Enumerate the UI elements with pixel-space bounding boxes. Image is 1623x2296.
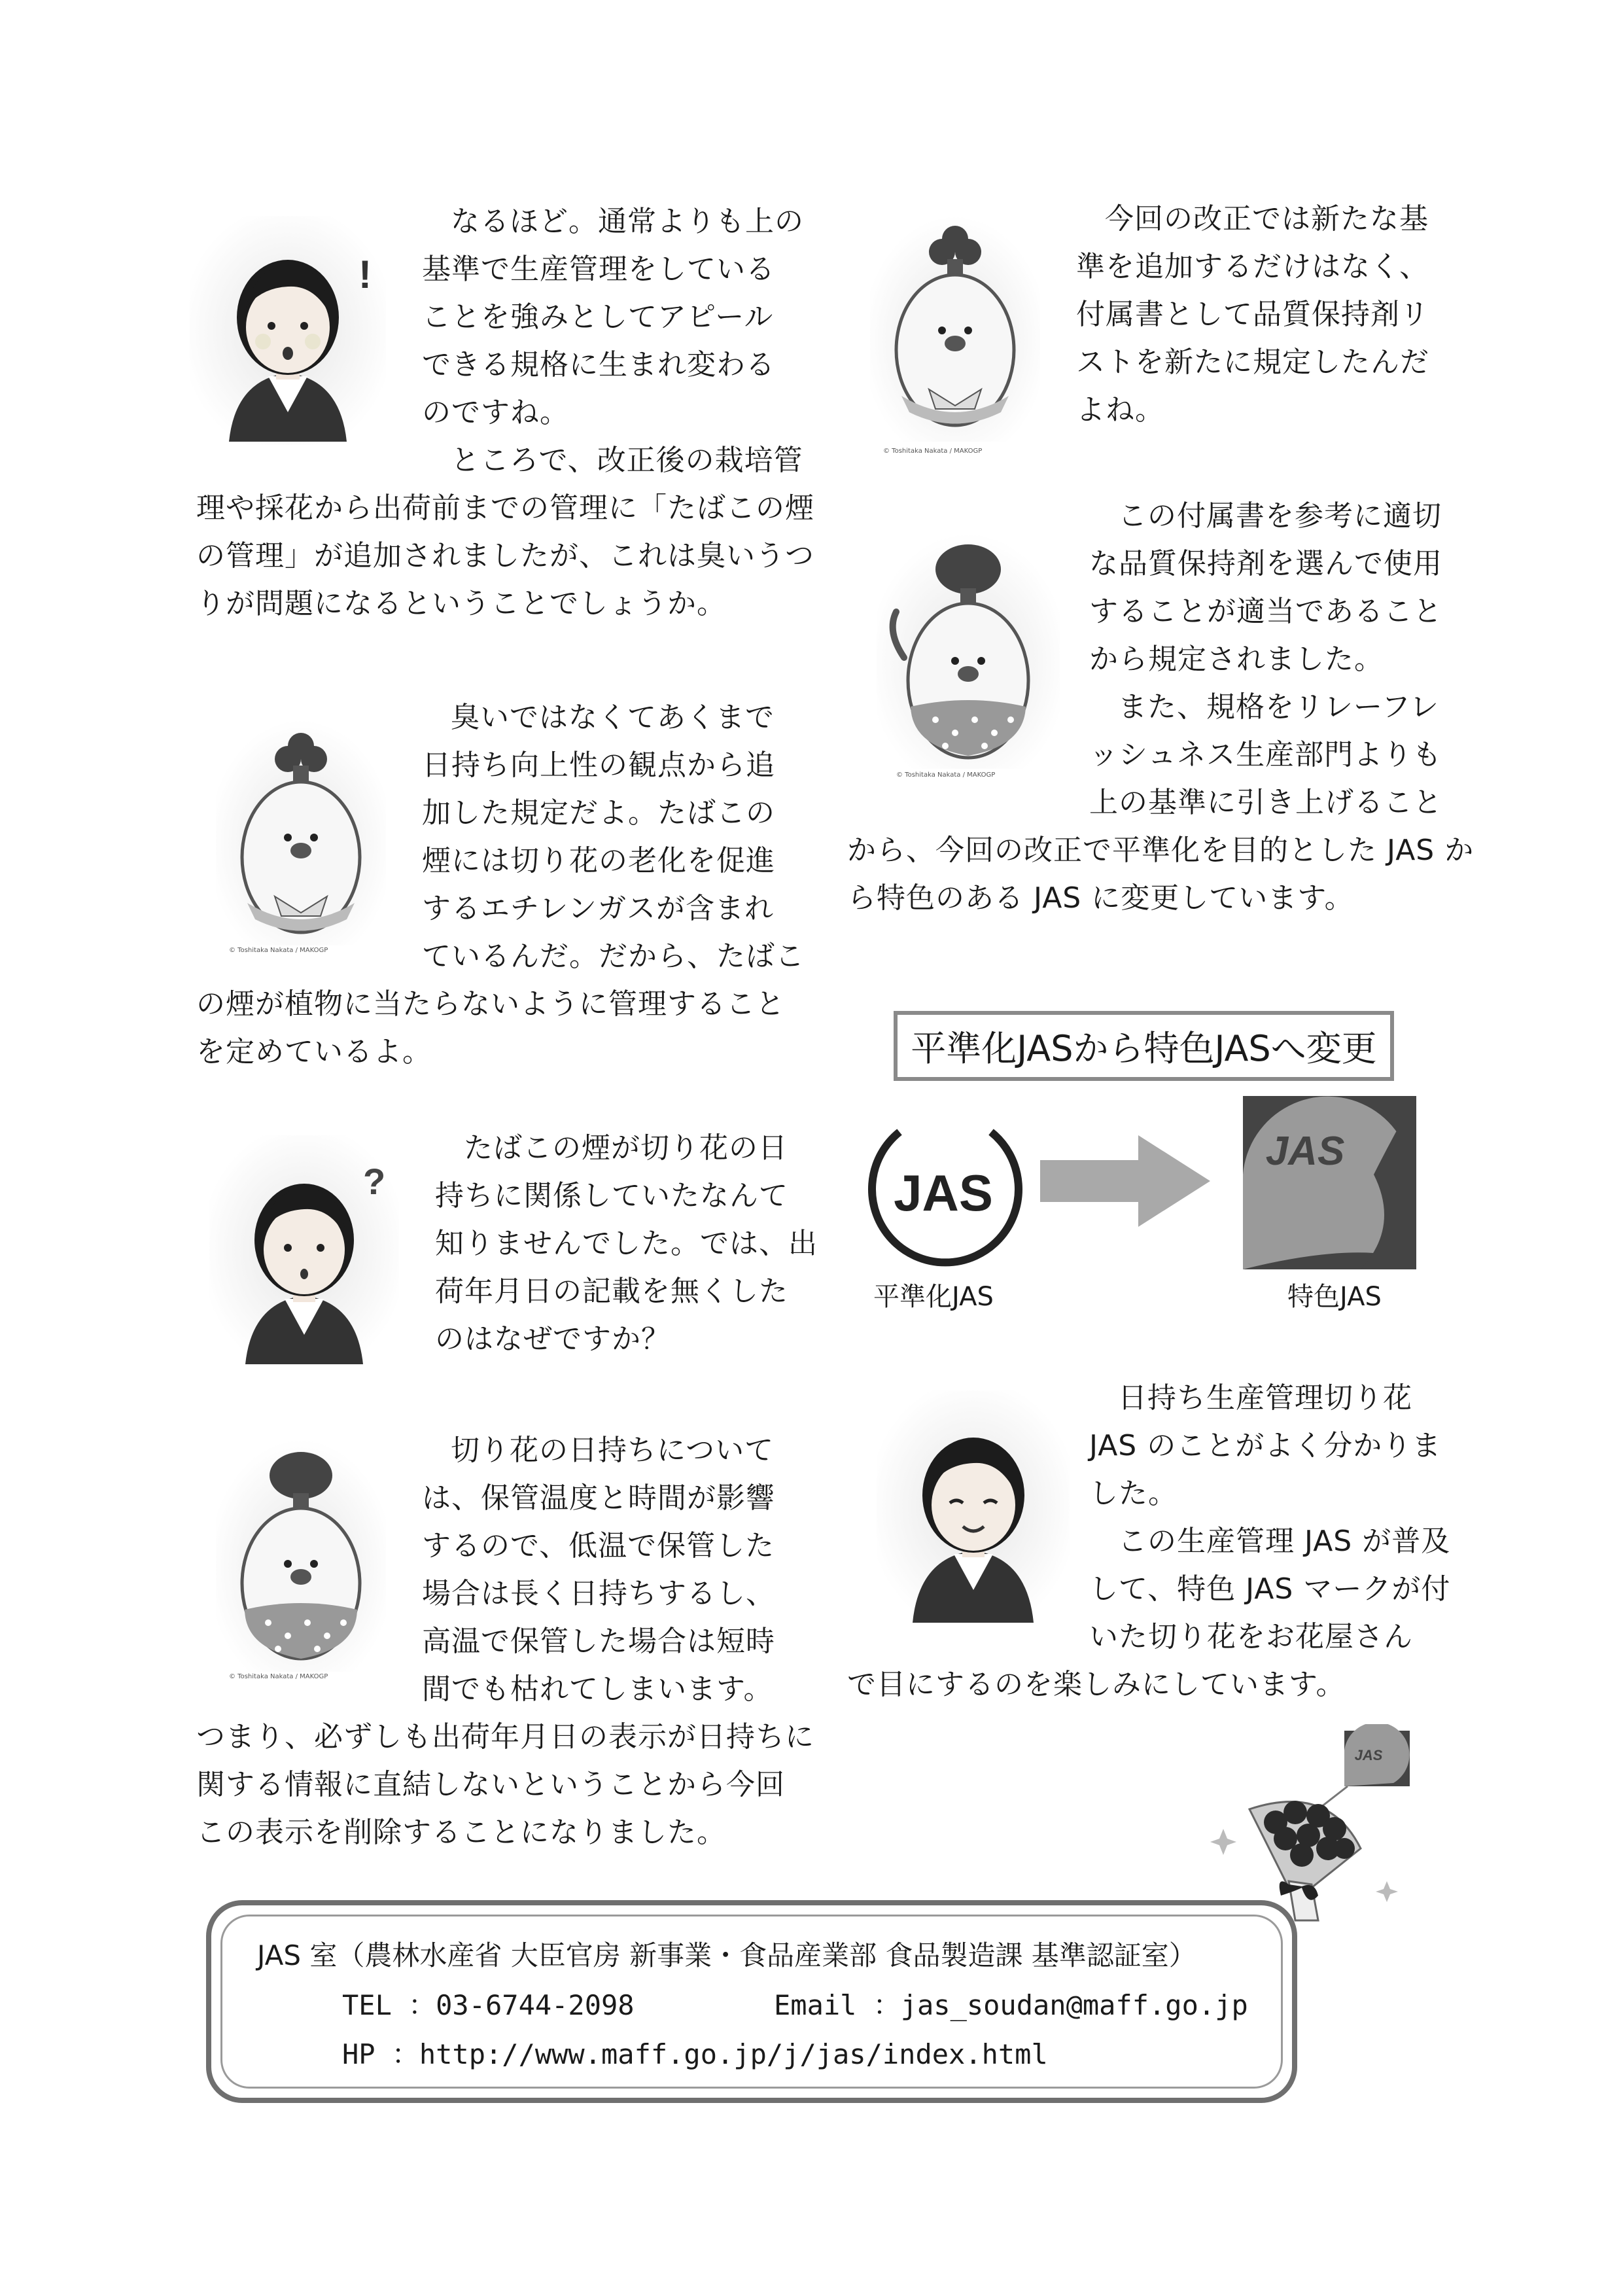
text-line: した。	[1089, 1477, 1178, 1510]
text-line: で目にするのを楽しみにしています。	[847, 1668, 1346, 1701]
text-line: ストを新たに規定したんだ	[1076, 345, 1429, 379]
arrow-right-icon	[1040, 1135, 1210, 1227]
text-line: 加した規定だよ。たばこの	[422, 796, 775, 830]
special-jas-caption: 特色JAS	[1287, 1282, 1382, 1312]
text-line: 理や採花から出荷前までの管理に「たばこの煙	[196, 491, 814, 525]
text-line: ているんだ。だから、たばこ	[422, 940, 805, 973]
left-block2-narrow	[422, 694, 805, 980]
text-line: 準を追加するだけはなく、	[1076, 250, 1429, 283]
illustration-credit: © Toshitaka Nakata / MAKOGP	[883, 448, 983, 455]
text-line: 場合は長く日持ちするし、	[422, 1577, 775, 1610]
text-line: の煙が植物に当たらないように管理すること	[196, 987, 785, 1021]
standard-mark-text: JAS	[894, 1164, 993, 1222]
text-line: つまり、必ずしも出荷年月日の表示が日持ちに	[196, 1720, 814, 1754]
text-line: 間でも枯れてしまいます。	[422, 1672, 773, 1706]
text-line: この表示を削除することになりました。	[196, 1816, 726, 1849]
bouquet-illustration	[1197, 1724, 1433, 1927]
text-line: のはなぜですか？	[435, 1322, 671, 1356]
text-line: のですね。	[422, 396, 569, 429]
text-line: 臭いではなくてあくまで	[451, 701, 775, 734]
text-line: JAS のことがよく分かりま	[1089, 1429, 1442, 1462]
text-line: から、今回の改正で平準化を目的とした JAS か	[847, 834, 1475, 867]
text-line: して、特色 JAS マークが付	[1089, 1572, 1451, 1606]
svg-text:!: !	[358, 253, 372, 296]
illustration-credit: © Toshitaka Nakata / MAKOGP	[896, 771, 996, 779]
text-line: たばこの煙が切り花の日	[464, 1131, 788, 1165]
text-line: 知りませんでした。では、出	[435, 1227, 818, 1260]
text-line: ッシュネス生産部門よりも	[1089, 738, 1442, 771]
mascot-egg-waving-illustration	[870, 533, 1066, 779]
woman-question-illustration	[209, 1135, 399, 1371]
special-mark-text: JAS	[1265, 1129, 1345, 1174]
text-line: 日持ち向上性の観点から追	[422, 749, 775, 782]
right-block2-narrow	[1089, 492, 1442, 826]
text-line: 付属書として品質保持剤リ	[1076, 298, 1429, 331]
svg-text:?: ?	[363, 1161, 386, 1202]
left-block1-narrow	[422, 198, 804, 484]
text-line: ら特色のある JAS に変更しています。	[847, 881, 1354, 915]
text-line: は、保管温度と時間が影響	[422, 1481, 775, 1515]
text-line: また、規格をリレーフレ	[1118, 690, 1440, 724]
right-block3-wide	[847, 1661, 1345, 1708]
left-block4-wide	[196, 1713, 814, 1856]
standard-jas-mark	[860, 1106, 1027, 1273]
text-line: 持ちに関係していたなんて	[435, 1179, 788, 1212]
text-line: するので、低温で保管した	[422, 1529, 775, 1563]
mascot-egg-flower-illustration	[870, 216, 1040, 458]
text-line: ことを強みとしてアピール	[422, 300, 774, 334]
figure-title: 平準化JASから特色JASへ変更	[894, 1011, 1394, 1081]
bouquet-mark-text: JAS	[1354, 1747, 1383, 1763]
left-block3	[435, 1124, 818, 1363]
text-line: いた切り花をお花屋さん	[1089, 1620, 1413, 1653]
text-line: を定めているよ。	[196, 1035, 432, 1069]
left-block1-wide	[196, 484, 814, 627]
text-line: 関する情報に直結しないということから今回	[196, 1768, 785, 1801]
text-line: りが問題になるということでしょうか。	[196, 587, 726, 620]
contact-email: Email ：jas_soudan@maff.go.jp	[774, 1989, 1248, 2021]
contact-hp: HP ：http://www.maff.go.jp/j/jas/index.html	[342, 2038, 1048, 2070]
illustration-credit: © Toshitaka Nakata / MAKOGP	[229, 947, 328, 954]
mascot-egg-curly-illustration	[216, 1439, 386, 1682]
text-line: なるほど。通常よりも上の	[451, 205, 804, 238]
illustration-credit: © Toshitaka Nakata / MAKOGP	[229, 1673, 328, 1680]
text-line: この付属書を参考に適切	[1118, 499, 1442, 533]
mascot-egg-character-illustration	[216, 720, 386, 955]
text-line: 荷年月日の記載を無くした	[435, 1275, 788, 1308]
right-block3-narrow	[1089, 1374, 1450, 1661]
text-line: 煙には切り花の老化を促進	[422, 844, 775, 877]
text-line: 基準で生産管理をしている	[422, 253, 775, 286]
text-line: 切り花の日持ちについて	[451, 1434, 775, 1467]
text-line: 上の基準に引き上げること	[1089, 786, 1442, 819]
woman-surprised-illustration	[190, 216, 386, 445]
text-line: 日持ち生産管理切り花	[1118, 1381, 1412, 1415]
text-line: 高温で保管した場合は短時	[422, 1625, 775, 1658]
right-block1	[1076, 195, 1429, 434]
woman-smiling-illustration	[877, 1390, 1070, 1626]
text-line: の管理」が追加されましたが、これは臭いうつ	[196, 539, 814, 573]
text-line: よね。	[1076, 393, 1164, 427]
standard-jas-caption: 平準化JAS	[873, 1282, 994, 1312]
left-block2-wide	[196, 980, 785, 1076]
text-line: できる規格に生まれ変わる	[422, 348, 775, 381]
special-jas-mark	[1243, 1096, 1416, 1269]
text-line: 今回の改正では新たな基	[1105, 202, 1429, 236]
text-line: するエチレンガスが含まれ	[422, 892, 775, 925]
contact-tel: TEL ：03-6744-2098	[342, 1989, 635, 2021]
right-block2-wide	[847, 826, 1474, 922]
text-line: することが適当であること	[1089, 595, 1442, 628]
contact-box	[206, 1900, 1297, 2103]
text-line: な品質保持剤を選んで使用	[1089, 547, 1442, 580]
text-line: この生産管理 JAS が普及	[1118, 1525, 1451, 1558]
text-line: から規定されました。	[1089, 643, 1384, 676]
left-block4-narrow	[422, 1426, 775, 1713]
contact-office: JAS 室（農林水産省 大臣官房 新事業・食品産業部 食品製造課 基準認証室）	[257, 1939, 1196, 1971]
text-line: ところで、改正後の栽培管	[451, 444, 803, 477]
